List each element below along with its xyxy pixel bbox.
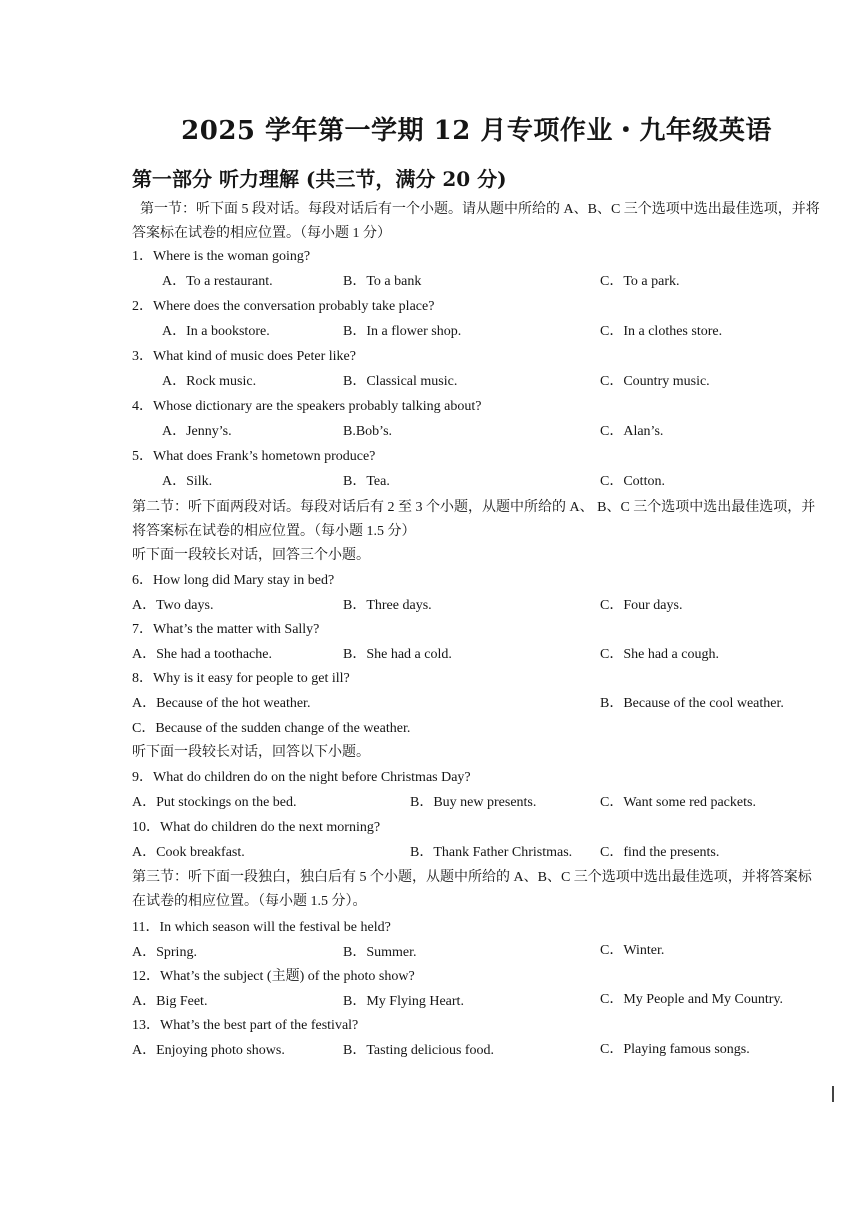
question-5: 5．What does Frank’s hometown produce? bbox=[132, 449, 376, 464]
option-8c: C．Because of the sudden change of the weather. bbox=[132, 721, 411, 736]
option-2a: A．In a bookstore. bbox=[162, 324, 270, 339]
option-3a: A．Rock music. bbox=[162, 374, 257, 389]
question-11: 11．In which season will the festival be held? bbox=[132, 920, 391, 935]
option-2b: B．In a flower shop. bbox=[343, 324, 462, 339]
option-9c: C．Want some red packets. bbox=[600, 795, 756, 810]
option-11a: A．Spring. bbox=[132, 945, 197, 960]
option-11b: B．Summer. bbox=[343, 945, 417, 960]
section2-instruction: 第二节：听下面两段对话。每段对话后有 2 至 3 个小题，从题中所给的 A、 B、C 三个选项中选出最佳选项，并将答案标在试卷的相应位置。（每小题 1.5 分） bbox=[132, 500, 816, 539]
option-13a: A．Enjoying photo shows. bbox=[132, 1043, 285, 1058]
option-12a: A．Big Feet. bbox=[132, 994, 208, 1009]
option-13c: C．Playing famous songs. bbox=[600, 1042, 750, 1057]
question-9: 9．What do children do on the night before Christmas Day? bbox=[132, 770, 471, 785]
option-3c: C．Country music. bbox=[600, 374, 710, 389]
option-10a: A．Cook breakfast. bbox=[132, 845, 245, 860]
option-2c: C．In a clothes store. bbox=[600, 324, 723, 339]
question-10: 10．What do children do the next morning? bbox=[132, 820, 381, 835]
question-6: 6．How long did Mary stay in bed? bbox=[132, 573, 335, 588]
option-6b: B．Three days. bbox=[343, 598, 432, 613]
option-6c: C．Four days. bbox=[600, 598, 683, 613]
option-11c: C．Winter. bbox=[600, 943, 665, 958]
option-5b: B．Tea. bbox=[343, 474, 390, 489]
option-1c: C．To a park. bbox=[600, 274, 680, 289]
question-3: 3．What kind of music does Peter like? bbox=[132, 349, 356, 364]
question-12: 12．What’s the subject (主题) of the photo show? bbox=[132, 969, 415, 984]
option-7a: A．She had a toothache. bbox=[132, 647, 272, 662]
option-4a: A．Jenny’s. bbox=[162, 424, 232, 439]
option-7c: C．She had a cough. bbox=[600, 647, 719, 662]
page-title: 2025 学年第一学期 12 月专项作业・九年级英语 bbox=[181, 116, 772, 146]
option-4c: C．Alan’s. bbox=[600, 424, 664, 439]
page-edge-mark bbox=[832, 1086, 834, 1102]
option-4b: B.Bob’s. bbox=[343, 424, 393, 439]
option-6a: A．Two days. bbox=[132, 598, 214, 613]
option-3b: B．Classical music. bbox=[343, 374, 458, 389]
option-10b: B．Thank Father Christmas. bbox=[410, 845, 573, 860]
option-13b: B．Tasting delicious food. bbox=[343, 1043, 495, 1058]
section1-instruction: 第一节：听下面 5 段对话。每段对话后有一个小题。请从题中所给的 A、B、C 三个选项中选出最佳选项，并将答案标在试卷的相应位置。（每小题 1 分） bbox=[132, 202, 820, 241]
section2-note-2: 听下面一段较长对话，回答以下小题。 bbox=[132, 745, 370, 760]
section3-instruction: 第三节：听下面一段独白，独白后有 5 个小题，从题中所给的 A、B、C 三个选项中选出最佳选项，并将答案标在试卷的相应位置。（每小题 1.5 分）。 bbox=[132, 870, 812, 909]
option-5c: C．Cotton. bbox=[600, 474, 665, 489]
option-12c: C．My People and My Country. bbox=[600, 992, 784, 1007]
option-1a: A．To a restaurant. bbox=[162, 274, 273, 289]
question-8: 8．Why is it easy for people to get ill? bbox=[132, 671, 350, 686]
option-8b: B．Because of the cool weather. bbox=[600, 696, 784, 711]
option-5a: A．Silk. bbox=[162, 474, 213, 489]
option-7b: B．She had a cold. bbox=[343, 647, 452, 662]
option-9b: B．Buy new presents. bbox=[410, 795, 537, 810]
option-8a: A．Because of the hot weather. bbox=[132, 696, 311, 711]
question-2: 2．Where does the conversation probably take place? bbox=[132, 299, 435, 314]
part-heading: 第一部分 听力理解 (共三节，满分 20 分) bbox=[132, 167, 507, 191]
option-1b: B．To a bank bbox=[343, 274, 422, 289]
question-7: 7．What’s the matter with Sally? bbox=[132, 622, 320, 637]
question-4: 4．Whose dictionary are the speakers probably talking about? bbox=[132, 399, 482, 414]
question-1: 1．Where is the woman going? bbox=[132, 249, 311, 264]
question-13: 13．What’s the best part of the festival? bbox=[132, 1018, 359, 1033]
option-10c: C．find the presents. bbox=[600, 845, 720, 860]
section2-note-1: 听下面一段较长对话，回答三个小题。 bbox=[132, 548, 370, 563]
option-9a: A．Put stockings on the bed. bbox=[132, 795, 297, 810]
option-12b: B．My Flying Heart. bbox=[343, 994, 464, 1009]
